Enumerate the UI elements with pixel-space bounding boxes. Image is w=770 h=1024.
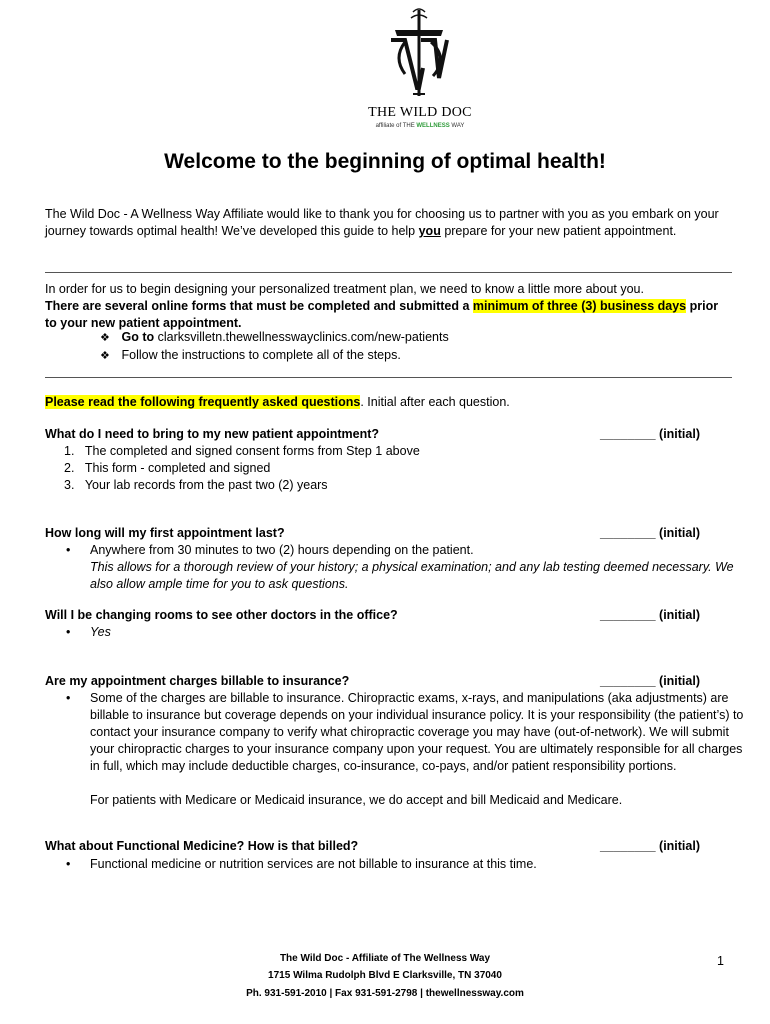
faq-answer-3 — [64, 624, 744, 641]
footer-contact: Ph. 931-591-2010 | Fax 931-591-2798 | thewellnessway.com — [246, 988, 524, 999]
list-item: • Some of the charges are billable to insurance. Chiropractic exams, x-rays, and manipulations (aka adjustments) are billable to insurance but coverage depends on your individual insurance policy. It is your responsibility (the patient’s) to contact your insurance company to verify what chiropractic coverage you may have (out-of-network). We will submit your chiropractic charges to your insurance company upon your request. You are ultimately responsible for all charges in full, which may include deductible charges, co-insurance, co-pays, and/or patient responsibility portions. — [66, 691, 744, 773]
new-patients-link[interactable]: clarksvilletn.thewellnesswayclinics.com/new-patients — [157, 330, 449, 344]
faq-answer-2 — [64, 542, 744, 593]
faq-answer-1-list — [64, 443, 420, 494]
list-item: 2. This form - completed and signed — [64, 461, 271, 475]
footer-address: 1715 Wilma Rudolph Blvd E Clarksville, TN 37040 — [268, 970, 502, 981]
bullet-dot-icon: • — [66, 857, 71, 871]
question-text: How long will my first appointment last? — [45, 526, 285, 540]
answer-note: This allows for a thorough review of your history; a physical examination; and any lab testing deemed necessary. We also allow ample time for you to ask questions. — [90, 560, 734, 591]
initial-field[interactable]: ________ (initial) — [599, 427, 700, 441]
initial-field[interactable]: ________ (initial) — [599, 674, 700, 688]
list-item: 1. The completed and signed consent forms from Step 1 above — [64, 444, 420, 458]
answer-note: For patients with Medicare or Medicaid insurance, we do accept and bill Medicaid and Medicare. — [90, 793, 623, 807]
page-title: Welcome to the beginning of optimal health! — [164, 150, 606, 173]
question-text: Will I be changing rooms to see other doctors in the office? — [45, 608, 398, 622]
intro-text-2: prepare for your new patient appointment. — [440, 224, 677, 238]
list-item: • Anywhere from 30 minutes to two (2) hours depending on the patient. — [66, 543, 474, 557]
diamond-bullet-icon: ❖ — [100, 332, 110, 344]
logo-subtitle — [340, 123, 500, 129]
faq-heading — [45, 395, 510, 409]
intro-paragraph — [45, 206, 725, 240]
faq-question-1 — [45, 427, 700, 441]
bullet-dot-icon: • — [66, 625, 71, 639]
logo-title: THE WILD DOC — [368, 105, 472, 120]
question-text: Are my appointment charges billable to insurance? — [45, 674, 350, 688]
logo-subtitle-way: WAY — [451, 123, 465, 129]
requirements-bullets — [100, 329, 449, 365]
go-to-label: Go to — [121, 330, 155, 344]
intro-text-1: The Wild Doc - A Wellness Way Affiliate would like to thank you for choosing us to partner with you as you embark on your journey towards optimal health! We’ve developed this guide to help — [45, 207, 719, 238]
initial-field[interactable]: ________ (initial) — [599, 526, 700, 540]
requirements-bold-end: prior to your new patient appointment. — [45, 299, 719, 330]
faq-question-2 — [45, 526, 700, 540]
list-item: • Functional medicine or nutrition services are not billable to insurance at this time. — [66, 857, 537, 871]
follow-instructions-text: Follow the instructions to complete all of the steps. — [121, 348, 401, 362]
faq-answer-5 — [64, 856, 744, 873]
faq-heading-rest: . Initial after each question. — [360, 395, 510, 409]
footer-affiliate: The Wild Doc - Affiliate of The Wellness Way — [279, 953, 491, 964]
initial-field[interactable]: ________ (initial) — [599, 839, 700, 853]
faq-question-3 — [45, 608, 700, 622]
initial-field[interactable]: ________ (initial) — [599, 608, 700, 622]
logo-subtitle-wellness: WELLNESS — [416, 123, 450, 129]
requirements-highlight: minimum of three (3) business days — [472, 299, 687, 313]
faq-answer-4 — [64, 690, 748, 809]
faq-question-4 — [45, 674, 700, 688]
logo-subtitle-prefix: affiliate of — [375, 123, 402, 129]
logo-subtitle-the: THE — [402, 123, 415, 129]
requirements-paragraph — [45, 281, 725, 332]
bullet-dot-icon: • — [66, 691, 71, 705]
question-text: What do I need to bring to my new patient appointment? — [45, 427, 380, 441]
page-number: 1 — [717, 954, 724, 968]
divider-top — [45, 272, 732, 273]
requirements-line: In order for us to begin designing your personalized treatment plan, we need to know a little more about you. — [45, 282, 644, 296]
faq-heading-highlight: Please read the following frequently asked questions — [45, 395, 361, 409]
list-item: • Yes — [66, 625, 111, 639]
requirements-bold: There are several online forms that must be completed and submitted a — [45, 299, 473, 313]
question-text: What about Functional Medicine? How is that billed? — [45, 839, 359, 853]
list-item: 3. Your lab records from the past two (2) years — [64, 478, 328, 492]
wild-doc-monogram-logo — [383, 8, 455, 100]
intro-emphasis: you — [418, 224, 441, 238]
bullet-go-to — [100, 329, 449, 347]
divider-middle — [45, 377, 732, 378]
bullet-follow-instructions — [100, 347, 449, 365]
faq-question-5 — [45, 839, 700, 853]
diamond-bullet-icon: ❖ — [100, 350, 110, 362]
bullet-dot-icon: • — [66, 543, 71, 557]
